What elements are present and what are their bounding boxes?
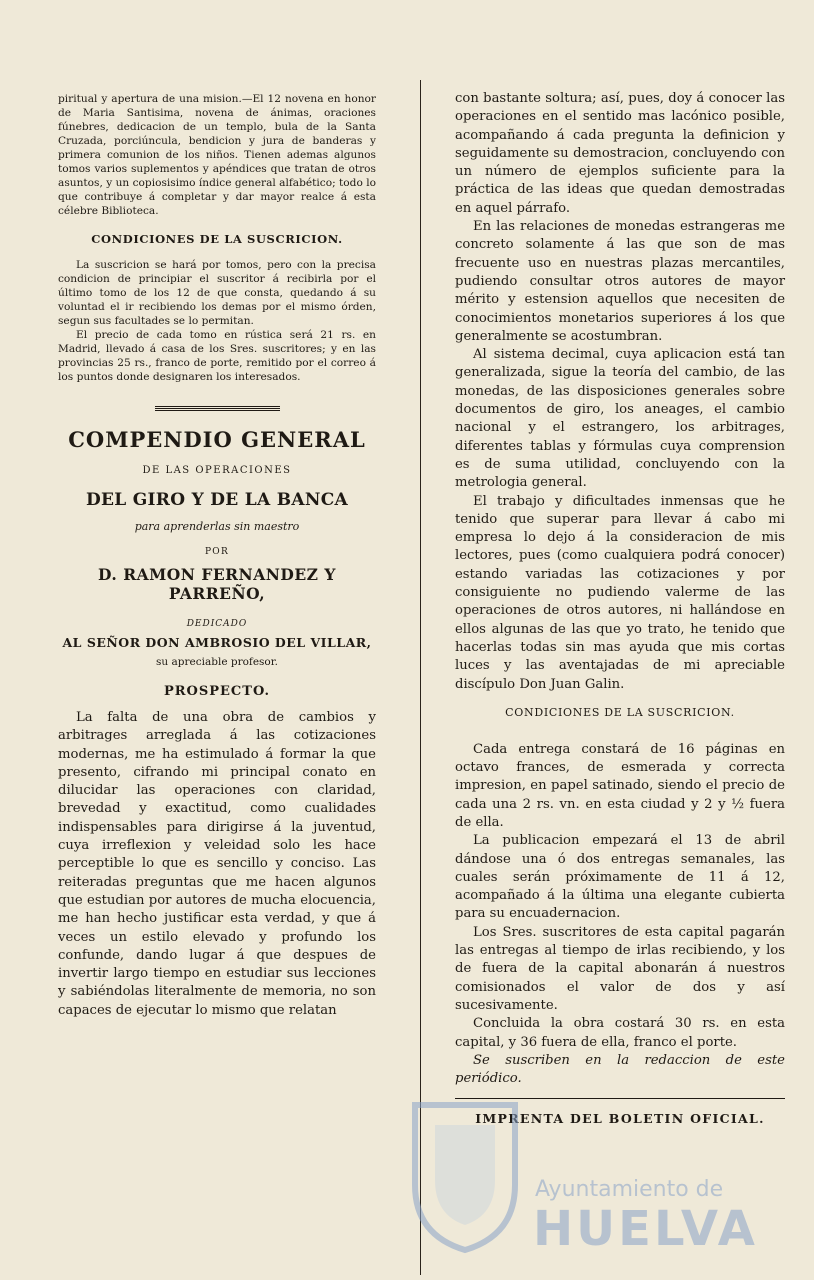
prospecto-heading: PROSPECTO. [163, 684, 271, 699]
crest-icon [405, 1085, 525, 1255]
right-paragraph-1: con bastante soltura; así, pues, doy á conocer las operaciones en el sentido mas lacónico posible, acompañando á cada pregunta la definicion y seguidamente su demostracion, concluyendo con un número de ejemplos suficiente para la práctica de las ideas que quedan demostradas en aquel párrafo. [455, 91, 785, 216]
right-paragraph-2: En las relaciones de monedas estrangeras me concreto solamente á las que son de mas frecuente uso en nuestras plazas mercantiles, pudiendo consultar otros autores de mayor mérito y estension aquellos que necesiten de conocimientos monetarios superiores á los que generalmente se acostumbran. [455, 219, 785, 344]
right-condition-4: Concluida la obra costará 30 rs. en esta capital, y 36 fuera de ella, franco el porte. [455, 1016, 785, 1050]
por-label: POR [204, 547, 230, 557]
tagline: para aprenderlas sin maestro [134, 520, 300, 533]
right-paragraph-3: Al sistema decimal, cuya aplicacion está tan generalizada, sigue la teoría del cambio, de las monedas, de las disposiciones generales sobre documentos de giro, los aneages, el cambio nacional y el estrangero, los arbitrages, diferentes tablas y fórmulas cuya comprension es de suma utilidad, concluyendo con la metrologia general. [455, 347, 785, 491]
imprenta-line: IMPRENTA DEL BOLETIN OFICIAL. [475, 1111, 765, 1127]
right-subscription-note: Se suscriben en la redaccion de este periódico. [455, 1052, 785, 1087]
left-column [58, 92, 376, 1020]
main-title: DEL GIRO Y DE LA BANCA [85, 490, 349, 510]
dedicatee-role: su apreciable profesor. [156, 656, 278, 668]
left-condition-1: La suscricion se hará por tomos, pero con la precisa condicion de principiar el suscritor á recibirla por el último tomo de los 12 de que consta, quedando á su voluntad el ir recibiendo los demas por el mismo órden, segun sus facultades se lo permitan. [58, 259, 376, 327]
subtitle-operaciones: DE LAS OPERACIONES [142, 465, 292, 476]
right-paragraph-4: El trabajo y dificultades inmensas que he tenido que superar para llevar á cabo mi empresa lo dejo á la consideracion de mis lectores, pues (como cualquiera podrá conocer) estando variadas las cotizaciones y por consiguiente no pudiendo valerme de las operaciones de otros autores, ni hallándose en ellos algunas de las que yo trato, he tenido que hacerlas todas sin mas ayuda que mis cortas luces y las aventajadas de mi apreciable discípulo Don Juan Galin. [455, 493, 785, 692]
dedicatee-name: AL SEÑOR DON AMBROSIO DEL VILLAR, [62, 635, 372, 650]
left-conditions-heading: CONDICIONES DE LA SUSCRICION. [91, 232, 343, 246]
ornamental-rule [155, 406, 280, 411]
right-condition-2: La publicacion empezará el 13 de abril dándose una ó dos entregas semanales, las cuales serán próximamente de 11 á 12, acompañado á la última una elegante cubierta para su encuadernacion. [455, 833, 785, 922]
left-intro-paragraph: piritual y apertura de una mision.—El 12 novena en honor de Maria Santisima, novena de ánimas, oraciones fúnebres, dedicacion de un templo, bula de la Santa Cruzada, porciúncula, bendicion y jura de banderas y primera comunion de los niños. Tienen ademas algunos tomos varios suplementos y apéndices que tratan de otros asuntos, y un copiosisimo índice general alfabético; todo lo que contribuye á completar y dar mayor realce á esta célebre Biblioteca. [58, 93, 376, 217]
archive-watermark [405, 1085, 758, 1270]
watermark-subtitle: Ayuntamiento de [535, 1177, 724, 1202]
right-conditions-heading: CONDICIONES DE LA SUSCRICION. [505, 705, 735, 719]
author-name: D. RAMON FERNANDEZ Y PARREÑO, [98, 565, 336, 603]
watermark-title: HUELVA [533, 1201, 758, 1257]
right-condition-3: Los Sres. suscritores de esta capital pagarán las entregas al tiempo de irlas recibiendo, y los de fuera de la capital abonarán á nuestros comisionados el valor de dos y así sucesivamente. [455, 924, 785, 1013]
prospecto-text: La falta de una obra de cambios y arbitrages arreglada á las cotizaciones modernas, me ha estimulado á formar la que presento, cifrando mi principal conato en dilucidar las operaciones con claridad, brevedad y exactitud, como cualidades indispensables para dirigirse á la juventud, cuya irreflexion y veleidad solo les hace perceptible lo que es sencillo y conciso. Las reiteradas preguntas que me hacen algunos que estudian por autores de mucha elocuencia, me han hecho justificar esta verdad, y que á veces un estilo elevado y profundo los confunde, dando lugar á que despues de invertir largo tiempo en estudiar sus lecciones y sabiéndolas literalmente de memoria, no son capaces de ejecutar lo mismo que relatan [58, 710, 376, 1018]
right-condition-1: Cada entrega constará de 16 páginas en octavo frances, de esmerada y correcta impresion, en papel satinado, siendo el precio de cada una 2 rs. vn. en esta ciudad y 2 y ½ fuera de ella. [455, 741, 785, 830]
dedicado-label: DEDICADO [186, 619, 248, 629]
ornate-title: COMPENDIO GENERAL [68, 427, 366, 452]
right-column [455, 90, 785, 1126]
left-condition-2: El precio de cada tomo en rústica será 21 rs. en Madrid, llevado á casa de los Sres. suscritores; y en las provincias 25 rs., franco de porte, remitido por el correo á los puntos donde designaren los interesados. [58, 329, 376, 383]
